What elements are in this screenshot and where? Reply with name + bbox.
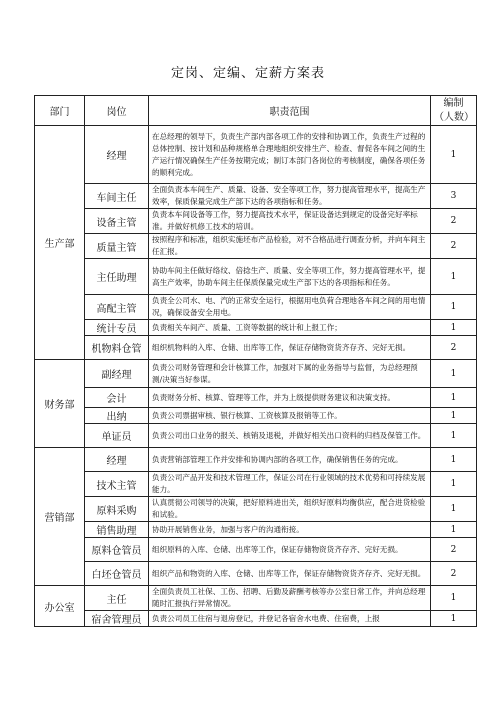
table-row [35,295,477,320]
page-title: 定岗、定编、定薪方案表 [170,66,325,81]
header-position: 岗位 [85,96,149,126]
headcount-cell: 1 [431,259,477,295]
dept-cell: 营销部 [35,448,85,586]
duties-cell: 协助车间主任做好络纹、倍捻生产、质量、安全等项工作，努力提高管理水平，提高生产效率，协助车间主任保质保量完成生产部下达的各项指标和任务。 [149,259,431,295]
table-row [35,448,477,472]
duties-cell: 协助开展销售业务，加强与客户的沟通衔接。 [149,522,431,538]
position-cell: 设备主管 [85,209,149,234]
position-cell: 白坯仓管员 [85,562,149,586]
table-row [35,424,477,448]
table-row [35,234,477,259]
position-cell: 销售助理 [85,522,149,538]
header-dept: 部门 [35,96,85,126]
dept-cell: 生产部 [35,126,85,360]
headcount-cell: 2 [431,538,477,562]
duties-cell: 在总经理的领导下，负责生产部内部各项工作的安排和协调工作，负责生产过程的总体控制、按计划和品种规格单合理地组织安排生产、检查、督促各车间之间的生产运行情况确保生产任务按期完成；制订本部门各岗位的考核制度，确保各项任务的顺利完成。 [149,126,431,184]
table-row [35,538,477,562]
duties-cell: 认真贯彻公司领导的决策，把好原料进出关，组织好原料均衡供应，配合进货检验和试验。 [149,497,431,522]
staffing-table [34,95,477,627]
position-cell: 技术主管 [85,472,149,497]
position-cell: 原料仓管员 [85,538,149,562]
table-body [35,126,477,627]
headcount-cell: 1 [431,472,477,497]
table-row [35,259,477,295]
table-row [35,522,477,538]
table-row [35,360,477,388]
table-row [35,497,477,522]
headcount-cell: 1 [431,320,477,336]
duties-cell: 全面负责本车间生产、质量、设备、安全等项工作，努力提高管理水平，提高生产效率，保质保量完成生产部下达的各项指标和任务。 [149,184,431,209]
position-cell: 原料采购 [85,497,149,522]
position-cell: 主任助理 [85,259,149,295]
headcount-cell: 1 [431,295,477,320]
table-row [35,209,477,234]
duties-cell: 负责相关车间产、质量、工资等数据的统计和上报工作； [149,320,431,336]
duties-cell: 负责公司出口业务的报关、核销及退税，并做好相关出口资料的归档及保管工作。 [149,424,431,448]
headcount-cell: 2 [431,209,477,234]
duties-cell: 负责公司产品开发和技术管理工作，保证公司在行业领域的技术优势和可持续发展能力。 [149,472,431,497]
table-row [35,408,477,424]
dept-cell: 办公室 [35,586,85,627]
headcount-cell: 1 [431,424,477,448]
position-cell: 宿舍管理员 [85,611,149,627]
headcount-cell: 1 [431,360,477,388]
table-row [35,586,477,611]
headcount-cell: 2 [431,336,477,360]
table-row [35,562,477,586]
duties-cell: 负责营销部管理工作并安排和协调内部的各项工作，确保销售任务的完成。 [149,448,431,472]
position-cell: 主任 [85,586,149,611]
header-duties: 职责范围 [149,96,431,126]
headcount-cell: 1 [431,408,477,424]
duties-cell: 全面负责员工社保、工伤、招聘、后勤及薪酬考核等办公室日常工作，并向总经理随时汇报执行异常情况。 [149,586,431,611]
duties-cell: 负责公司财务管理和会计核算工作，加强对下属的业务指导与监督，为总经理预测/决策当好参谋。 [149,360,431,388]
table-row [35,336,477,360]
position-cell: 质量主管 [85,234,149,259]
table-row [35,388,477,408]
table-header-row [35,96,477,126]
position-cell: 经理 [85,126,149,184]
headcount-cell: 1 [431,497,477,522]
position-cell: 出纳 [85,408,149,424]
duties-cell: 负责财务分析、核算、管理等工作，并为上级提供财务建议和决策支持。 [149,388,431,408]
position-cell: 会计 [85,388,149,408]
duties-cell: 按照程序和标准，组织实施坯布产品检验，对不合格品进行调查分析，并向车间主任汇报。 [149,234,431,259]
table-row [35,126,477,184]
position-cell: 统计专员 [85,320,149,336]
table-row [35,611,477,627]
position-cell: 高配主管 [85,295,149,320]
duties-cell: 组织产品和物资的入库、仓储、出库等工作，保证存储物资货齐存齐、完好无损。 [149,562,431,586]
duties-cell: 组织机物料的入库、仓储、出库等工作，保证存储物资货齐存齐、完好无损。 [149,336,431,360]
position-cell: 经理 [85,448,149,472]
duties-cell: 负责全公司水、电、汽的正常安全运行，根据用电负荷合理地各车间之间的用电情况，确保设备安全用电。 [149,295,431,320]
headcount-cell: 1 [431,126,477,184]
position-cell: 副经理 [85,360,149,388]
headcount-cell: 1 [431,522,477,538]
position-cell: 机物料仓管 [85,336,149,360]
duties-cell: 负责公司员工住宿与退房登记，并登记各宿舍水电费、住宿费，上报 [149,611,431,627]
duties-cell: 负责公司票据审核、银行核算、工资核算及报销等工作。 [149,408,431,424]
position-cell: 单证员 [85,424,149,448]
table-row [35,184,477,209]
duties-cell: 组织原料的入库、仓储、出库等工作，保证存储物资货齐存齐、完好无损。 [149,538,431,562]
table-row [35,472,477,497]
headcount-cell: 1 [431,448,477,472]
duties-cell: 负责本车间设备等工作，努力提高技术水平，保证设备达到规定的设备完好率标准。并做好机修工技术的培训。 [149,209,431,234]
header-headcount: 编制（人数） [431,96,477,126]
headcount-cell: 2 [431,562,477,586]
position-cell: 车间主任 [85,184,149,209]
headcount-cell: 2 [431,234,477,259]
headcount-cell: 1 [431,611,477,627]
table-row [35,320,477,336]
headcount-cell: 1 [431,586,477,611]
headcount-cell: 1 [431,388,477,408]
headcount-cell: 3 [431,184,477,209]
dept-cell: 财务部 [35,360,85,448]
